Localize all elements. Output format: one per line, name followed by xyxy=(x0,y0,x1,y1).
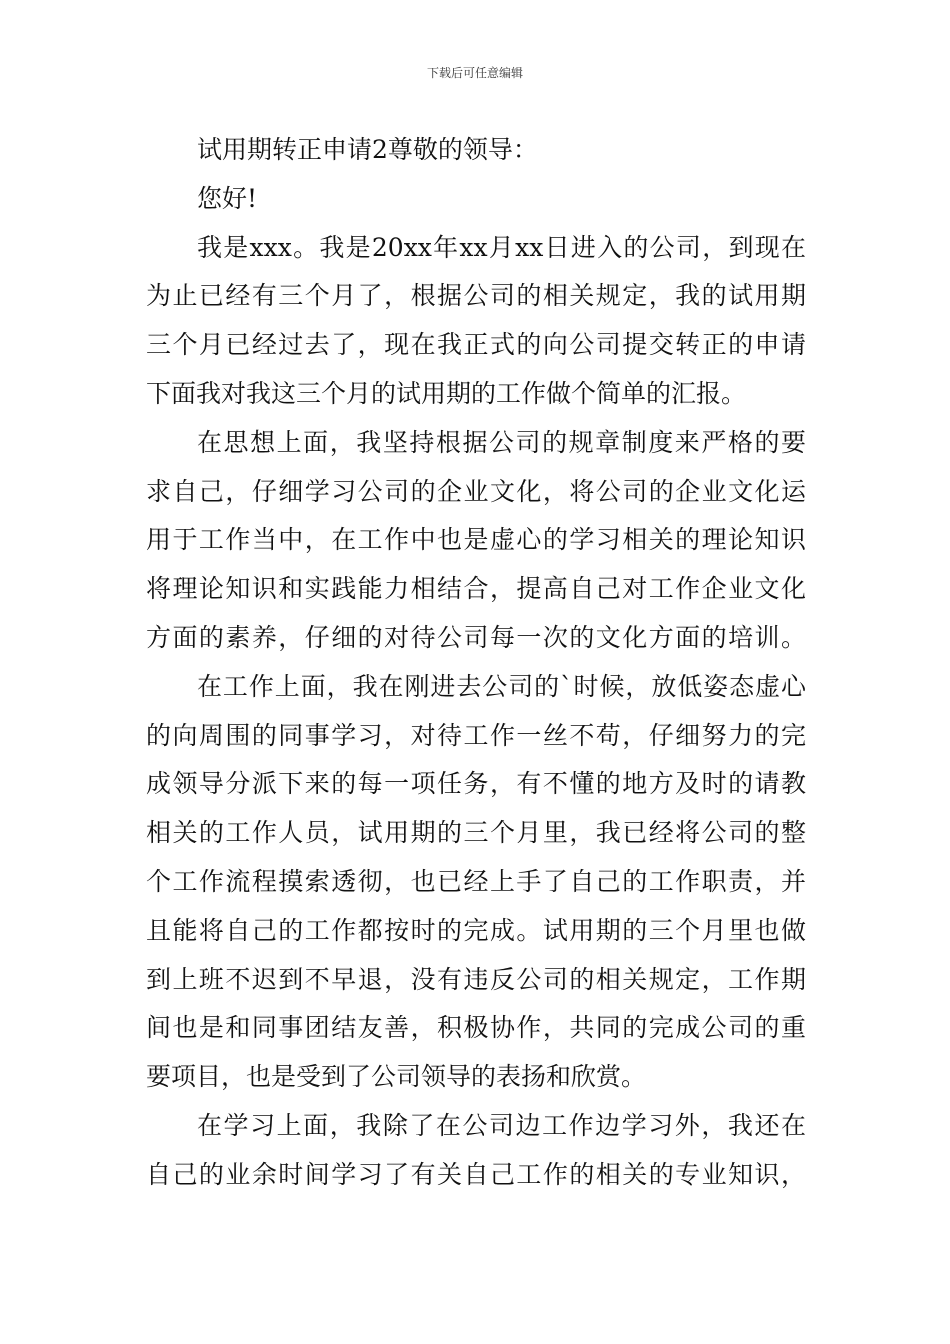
paragraph-line: 方面的素养，仔细的对待公司每一次的文化方面的培训。 xyxy=(146,622,806,652)
paragraph-line: 将理论知识和实践能力相结合，提高自己对工作企业文化 xyxy=(146,574,806,604)
paragraph-line: 的向周围的同事学习，对待工作一丝不苟，仔细努力的完 xyxy=(146,720,806,750)
page-header-note: 下载后可任意编辑 xyxy=(426,66,523,80)
paragraph-line: 三个月已经过去了，现在我正式的向公司提交转正的申请 xyxy=(146,330,806,360)
document-title-line: 试用期转正申请2尊敬的领导： xyxy=(197,135,538,164)
paragraph-line: 在工作上面，我在刚进去公司的`时候，放低姿态虚心 xyxy=(197,671,806,701)
paragraph-line: 下面我对我这三个月的试用期的工作做个简单的汇报。 xyxy=(146,378,747,408)
paragraph-line: 在学习上面，我除了在公司边工作边学习外，我还在 xyxy=(197,1110,806,1140)
paragraph-line: 间也是和同事团结友善，积极协作，共同的完成公司的重 xyxy=(146,1013,806,1043)
paragraph-line: 个工作流程摸索透彻，也已经上手了自己的工作职责，并 xyxy=(146,866,806,896)
paragraph-line: 为止已经有三个月了，根据公司的相关规定，我的试用期 xyxy=(146,281,806,311)
paragraph-line: 要项目，也是受到了公司领导的表扬和欣赏。 xyxy=(146,1062,647,1092)
paragraph-line: 且能将自己的工作都按时的完成。试用期的三个月里也做 xyxy=(146,915,806,945)
document-body xyxy=(146,126,806,1200)
paragraph-line: 到上班不迟到不早退，没有违反公司的相关规定，工作期 xyxy=(146,964,806,994)
greeting-line: 您好! xyxy=(197,183,258,213)
paragraph-line: 相关的工作人员，试用期的三个月里，我已经将公司的整 xyxy=(146,818,806,848)
paragraph-line: 用于工作当中，在工作中也是虚心的学习相关的理论知识 xyxy=(146,525,806,555)
paragraph-line: 我是xxx。我是20xx年xx月xx日进入的公司，到现在 xyxy=(197,232,806,262)
paragraph-line: 成领导分派下来的每一项任务，有不懂的地方及时的请教 xyxy=(146,769,806,799)
paragraph-line: 在思想上面，我坚持根据公司的规章制度来严格的要 xyxy=(197,427,806,457)
paragraph-line: 求自己，仔细学习公司的企业文化，将公司的企业文化运 xyxy=(146,476,806,506)
paragraph-line: 自己的业余时间学习了有关自己工作的相关的专业知识， xyxy=(146,1159,806,1189)
